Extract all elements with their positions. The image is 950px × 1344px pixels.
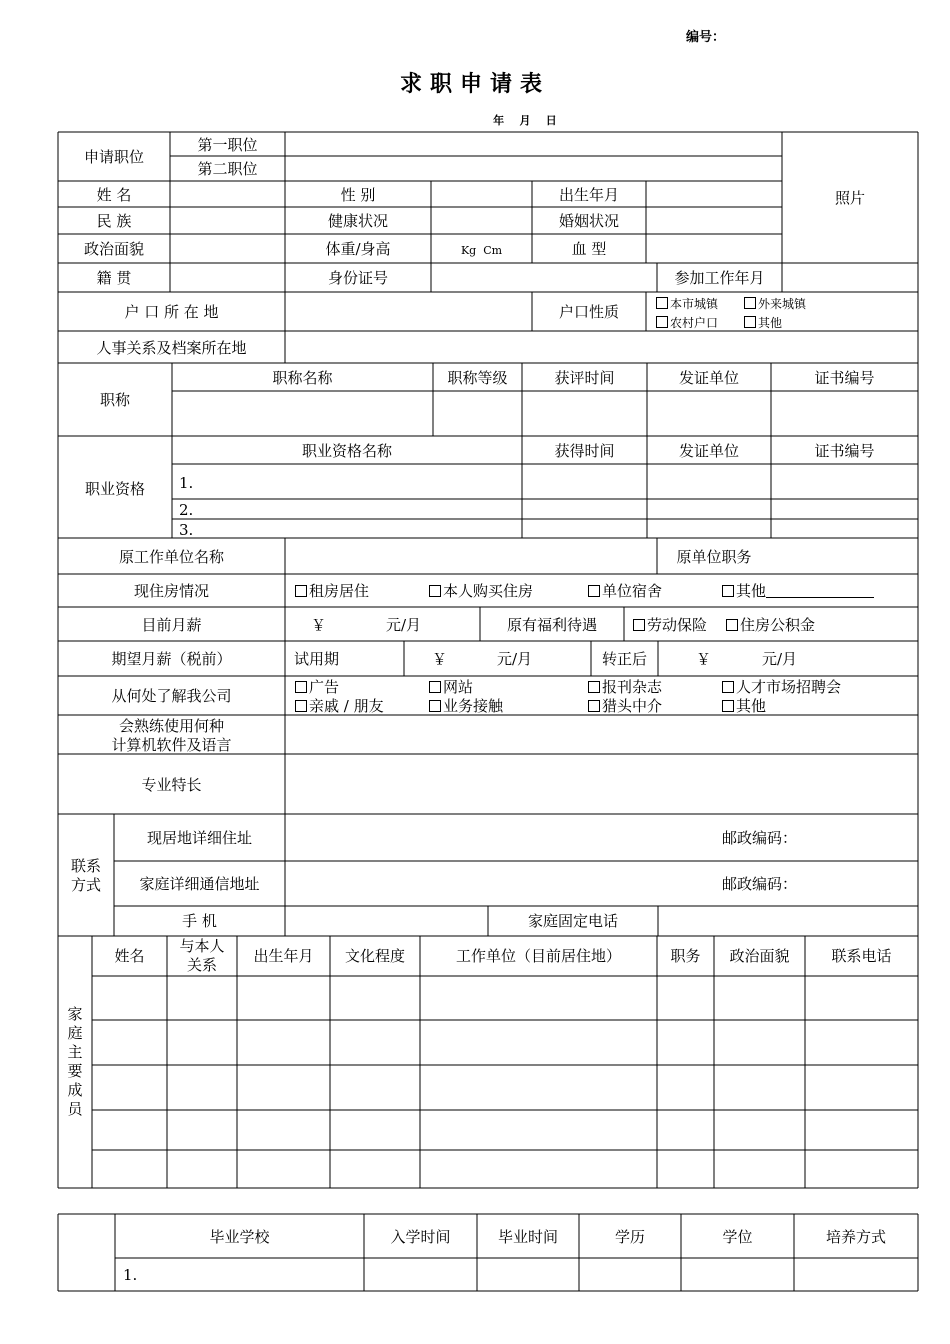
edu-header-mode: 培养方式 <box>825 1228 886 1246</box>
serial-label: 编号： <box>686 30 726 45</box>
family-label: 家庭主要成员 <box>67 1005 83 1118</box>
source-label: 从何处了解我公司 <box>111 687 232 705</box>
family-header-political: 政治面貌 <box>729 947 790 965</box>
checkbox-icon <box>744 316 756 328</box>
title-header-issuer: 发证单位 <box>678 369 739 387</box>
current-postcode-label: 邮政编码： <box>722 829 798 847</box>
source-option-3[interactable]: 报刊杂志 <box>588 678 662 696</box>
checkbox-icon <box>295 700 307 712</box>
housing-option-1[interactable]: 租房居住 <box>295 582 369 600</box>
edu-header-enroll: 入学时间 <box>390 1228 451 1246</box>
title-header-level: 职称等级 <box>447 369 508 387</box>
salary-unit: 元/月 <box>386 616 422 634</box>
photo-label: 照片 <box>834 189 865 207</box>
checkbox-icon <box>722 585 734 597</box>
id-number-label: 身份证号 <box>327 269 388 287</box>
weight-height-label: 体重/身高 <box>325 240 391 258</box>
housing-label: 现住房情况 <box>133 582 209 600</box>
hukou-option-4[interactable]: 其他 <box>744 314 782 332</box>
prev-position-label: 原单位职务 <box>676 548 752 566</box>
salary-label: 目前月薪 <box>141 616 202 634</box>
hukou-option-1[interactable]: 本市城镇 <box>656 295 718 313</box>
title-header-cert-no: 证书编号 <box>814 369 875 387</box>
family-header-relation: 与本人关系 <box>179 937 225 974</box>
birth-label: 出生年月 <box>558 186 619 204</box>
health-label: 健康状况 <box>327 212 388 230</box>
housing-option-4[interactable]: 其他 <box>722 582 874 600</box>
source-option-4[interactable]: 人才市场招聘会 <box>722 678 841 696</box>
qual-header-time: 获得时间 <box>554 442 615 460</box>
source-option-5[interactable]: 亲戚 / 朋友 <box>295 697 384 715</box>
checkbox-icon <box>588 585 600 597</box>
second-position-label: 第二职位 <box>197 160 258 178</box>
edu-row-1: 1. <box>123 1266 138 1284</box>
title-section-label: 职称 <box>99 391 130 409</box>
date-label: 年 月 日 <box>493 114 557 127</box>
checkbox-icon <box>722 681 734 693</box>
family-header-position: 职务 <box>670 947 701 965</box>
source-option-1[interactable]: 广告 <box>295 678 339 696</box>
family-header-education: 文化程度 <box>344 947 405 965</box>
qual-row-1: 1. <box>179 474 194 492</box>
regular-unit: 元/月 <box>762 650 798 668</box>
family-header-employer: 工作单位（目前居住地） <box>455 947 621 965</box>
hukou-type-label: 户口性质 <box>558 303 619 321</box>
qual-header-name: 职业资格名称 <box>301 442 392 460</box>
edu-header-degree: 学位 <box>722 1228 753 1246</box>
checkbox-icon <box>656 316 668 328</box>
housing-option-3[interactable]: 单位宿舍 <box>588 582 662 600</box>
gender-label: 性 别 <box>340 186 376 204</box>
first-position-label: 第一职位 <box>197 136 258 154</box>
family-header-name: 姓名 <box>114 947 145 965</box>
qual-row-2: 2. <box>179 501 194 519</box>
software-label-line2: 计算机软件及语言 <box>111 736 232 754</box>
edu-header-graduate: 毕业时间 <box>497 1228 558 1246</box>
prev-company-label: 原工作单位名称 <box>118 548 224 566</box>
source-option-6[interactable]: 业务接触 <box>429 697 503 715</box>
checkbox-icon <box>633 619 645 631</box>
archive-label: 人事关系及档案所在地 <box>96 339 247 357</box>
home-postcode-label: 邮政编码： <box>722 875 798 893</box>
title-header-name: 职称名称 <box>272 369 333 387</box>
probation-unit: 元/月 <box>497 650 533 668</box>
name-label: 姓 名 <box>96 186 132 204</box>
qual-header-issuer: 发证单位 <box>678 442 739 460</box>
software-label-line1: 会熟练使用何种 <box>118 717 224 735</box>
checkbox-icon <box>588 700 600 712</box>
checkbox-icon <box>295 585 307 597</box>
edu-header-degree-level: 学历 <box>614 1228 645 1246</box>
ethnicity-label: 民 族 <box>96 212 132 230</box>
probation-currency: ￥ <box>432 650 448 668</box>
checkbox-icon <box>295 681 307 693</box>
form-title: 求职申请表 <box>399 72 550 97</box>
family-header-phone: 联系电话 <box>831 947 892 965</box>
hukou-option-3[interactable]: 农村户口 <box>656 314 718 332</box>
native-label: 籍 贯 <box>96 269 132 287</box>
probation-label: 试用期 <box>294 650 340 668</box>
checkbox-icon <box>744 297 756 309</box>
checkbox-icon <box>588 681 600 693</box>
hukou-location-label: 户 口 所 在 地 <box>124 303 219 321</box>
source-option-8[interactable]: 其他 <box>722 697 766 715</box>
checkbox-icon <box>726 619 738 631</box>
qualification-label: 职业资格 <box>84 480 145 498</box>
checkbox-icon <box>429 700 441 712</box>
political-label: 政治面貌 <box>83 240 144 258</box>
apply-position-label: 申请职位 <box>83 148 144 166</box>
qual-row-3: 3. <box>179 521 194 539</box>
welfare-option-2[interactable]: 住房公积金 <box>726 616 815 634</box>
home-phone-label: 家庭固定电话 <box>527 912 618 930</box>
checkbox-icon <box>429 681 441 693</box>
specialty-label: 专业特长 <box>141 776 202 794</box>
welfare-option-1[interactable]: 劳动保险 <box>633 616 707 634</box>
source-option-7[interactable]: 猎头中介 <box>588 697 662 715</box>
checkbox-icon <box>429 585 441 597</box>
work-start-label: 参加工作年月 <box>674 269 765 287</box>
source-option-2[interactable]: 网站 <box>429 678 473 696</box>
kg-cm-unit: Kg Cm <box>460 244 503 257</box>
housing-option-2[interactable]: 本人购买住房 <box>429 582 533 600</box>
expected-salary-label: 期望月薪（税前） <box>111 650 232 668</box>
marital-label: 婚姻状况 <box>558 212 619 230</box>
checkbox-icon <box>656 297 668 309</box>
hukou-option-2[interactable]: 外来城镇 <box>744 295 806 313</box>
regular-currency: ￥ <box>696 650 712 668</box>
family-header-birth: 出生年月 <box>253 947 314 965</box>
home-address-label: 家庭详细通信地址 <box>139 875 260 893</box>
checkbox-icon <box>722 700 734 712</box>
regular-label: 转正后 <box>601 650 647 668</box>
title-header-time: 获评时间 <box>554 369 615 387</box>
mobile-label: 手 机 <box>182 912 217 930</box>
current-address-label: 现居地详细住址 <box>146 829 252 847</box>
welfare-label: 原有福利待遇 <box>506 616 597 634</box>
edu-header-school: 毕业学校 <box>209 1228 270 1246</box>
qual-header-cert-no: 证书编号 <box>814 442 875 460</box>
blood-label: 血 型 <box>571 240 607 258</box>
housing-other-blank[interactable] <box>766 583 874 598</box>
salary-currency: ￥ <box>311 616 327 634</box>
contact-label: 联系方式 <box>70 857 101 894</box>
